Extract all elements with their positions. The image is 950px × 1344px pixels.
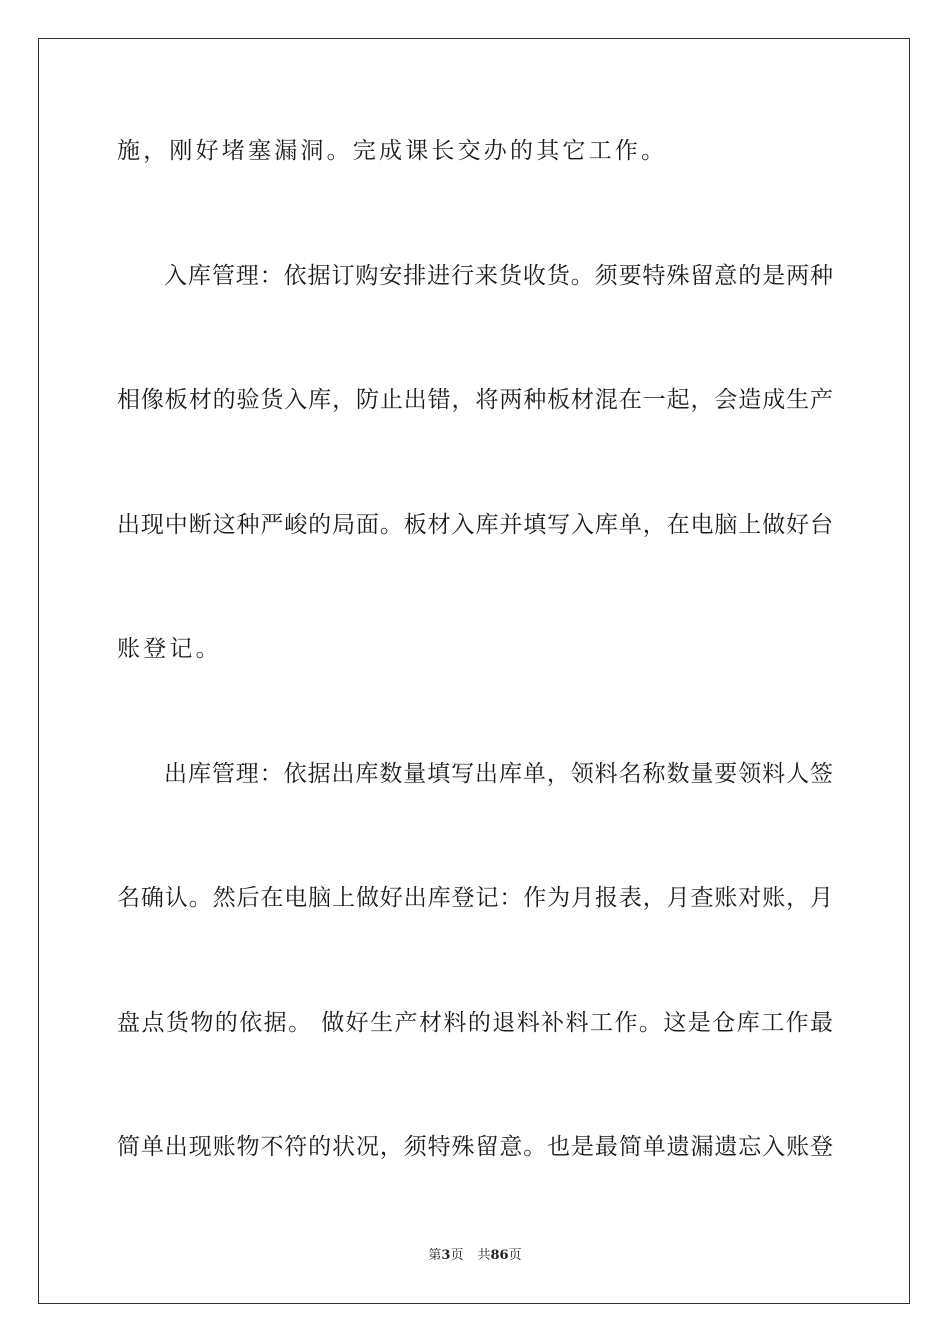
text-line-6: 出库管理：依据出库数量填写出库单，领料名称数量要领料人签 bbox=[164, 761, 833, 787]
text-line-5: 账登记。 bbox=[117, 636, 222, 662]
text-line-2: 入库管理：依据订购安排进行来货收货。须要特殊留意的是两种 bbox=[164, 263, 833, 289]
footer-total-prefix: 共 bbox=[477, 1248, 491, 1263]
text-line-3: 相像板材的验货入库，防止出错，将两种板材混在一起，会造成生产 bbox=[117, 387, 833, 413]
footer-page-number: 3 bbox=[441, 1248, 451, 1263]
footer-prefix: 第 bbox=[428, 1248, 442, 1263]
footer-total-pages: 86 bbox=[490, 1248, 509, 1263]
page-border bbox=[38, 38, 910, 1304]
text-line-8: 盘点货物的依据。 做好生产材料的退料补料工作。这是仓库工作最 bbox=[117, 1010, 833, 1036]
text-line-4: 出现中断这种严峻的局面。板材入库并填写入库单，在电脑上做好台 bbox=[117, 512, 833, 538]
footer-total-suffix: 页 bbox=[508, 1248, 522, 1263]
text-line-7: 名确认。然后在电脑上做好出库登记：作为月报表，月查账对账，月 bbox=[117, 885, 833, 911]
page-footer bbox=[0, 1247, 950, 1265]
footer-page-suffix: 页 bbox=[450, 1248, 464, 1263]
text-line-1: 施，刚好堵塞漏洞。完成课长交办的其它工作。 bbox=[117, 138, 668, 164]
text-line-9: 简单出现账物不符的状况，须特殊留意。也是最简单遗漏遗忘入账登 bbox=[117, 1134, 833, 1160]
